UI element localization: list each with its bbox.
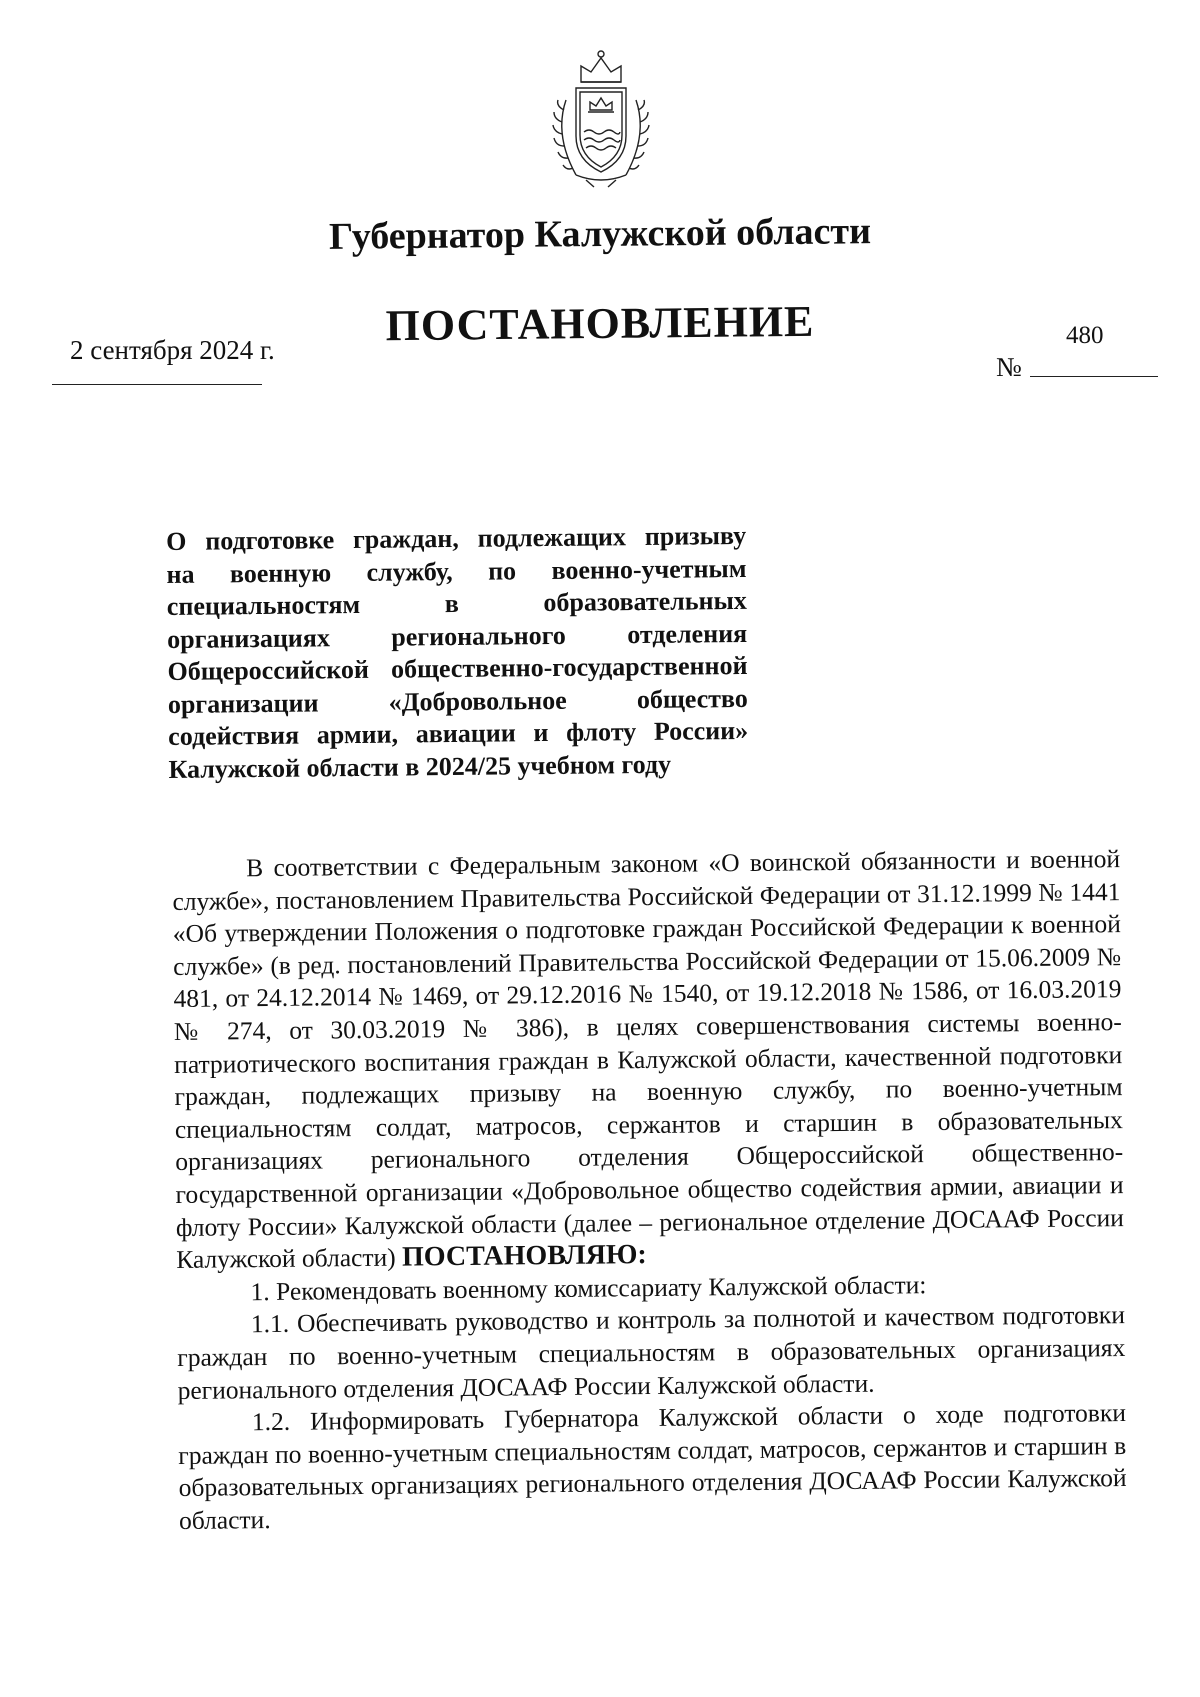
- item-1-1: 1.1. Обеспечивать руководство и контроль за полнотой и качеством подготовки граждан по военно-учетным специальностям в образовательных организациях регионального отделения ДОСААФ России Калужской области.: [177, 1300, 1126, 1405]
- subject-line: организации «Добровольное общество: [167, 683, 748, 719]
- date-underline: [52, 384, 262, 385]
- document-number: 480: [1066, 322, 1104, 349]
- document-date: 2 сентября 2024 г.: [70, 335, 275, 365]
- subject-line: О подготовке граждан, подлежащих призыву: [166, 520, 747, 556]
- item-1-2: 1.2. Информировать Губернатора Калужской области о ходе подготовки граждан по военно-учетным специальностям солдат, матросов, сержантов и старшин в образовательных организациях регионального отделения ДОСААФ России Калужской области.: [178, 1398, 1127, 1535]
- number-underline: [1030, 376, 1158, 377]
- document-body: [172, 843, 1127, 1537]
- issuing-authority: Губернатор Калужской области: [328, 210, 872, 258]
- document-subject: [166, 520, 749, 786]
- item-1: 1. Рекомендовать военному комиссариату Калужской области:: [250, 1269, 927, 1306]
- subject-line: на военную службу, по военно-учетным: [166, 553, 747, 589]
- subject-line: Калужской области в 2024/25 учебном году: [168, 749, 672, 784]
- number-sign: №: [996, 352, 1022, 382]
- decree-word: ПОСТАНОВЛЯЮ:: [401, 1239, 647, 1273]
- document-type-title: ПОСТАНОВЛЕНИЕ: [385, 296, 815, 351]
- subject-line: Общероссийской общественно-государственной: [167, 650, 748, 686]
- kaluga-coat-of-arms-icon: [536, 40, 666, 190]
- subject-line: специальностям в образовательных: [166, 585, 747, 621]
- preamble-text: В соответствии с Федеральным законом «О воинской обязанности и военной службе», постановлением Правительства Российской Федерации от 31.12.1999 № 1441 «Об утверждении Положения о подготовке граждан Российской Федерации к военной службе» (в ред. постановлений Правительства Российской Федерации от 15.06.2009 № 481, от 24.12.2014 № 1469, от 29.12.2016 № 1540, от 19.12.2018 № 1586, от 16.03.2019 № 274, от 30.03.2019 № 386), в целях совершенствования системы военно-патриотического воспитания граждан в Калужской области, качественной подготовки граждан, подлежащих призыву на военную службу, по военно-учетным специальностям солдат, матросов, сержантов и старшин в образовательных организациях регионального отделения Общероссийской общественно-государственной организации «Добровольное общество содействия армии, авиации и флоту России» Калужской области (далее – региональное отделение ДОСААФ России Калужской области): [172, 844, 1125, 1275]
- preamble-paragraph: [172, 843, 1124, 1277]
- subject-line: организациях регионального отделения: [167, 618, 748, 654]
- subject-line: содействия армии, авиации и флоту России»: [168, 715, 749, 751]
